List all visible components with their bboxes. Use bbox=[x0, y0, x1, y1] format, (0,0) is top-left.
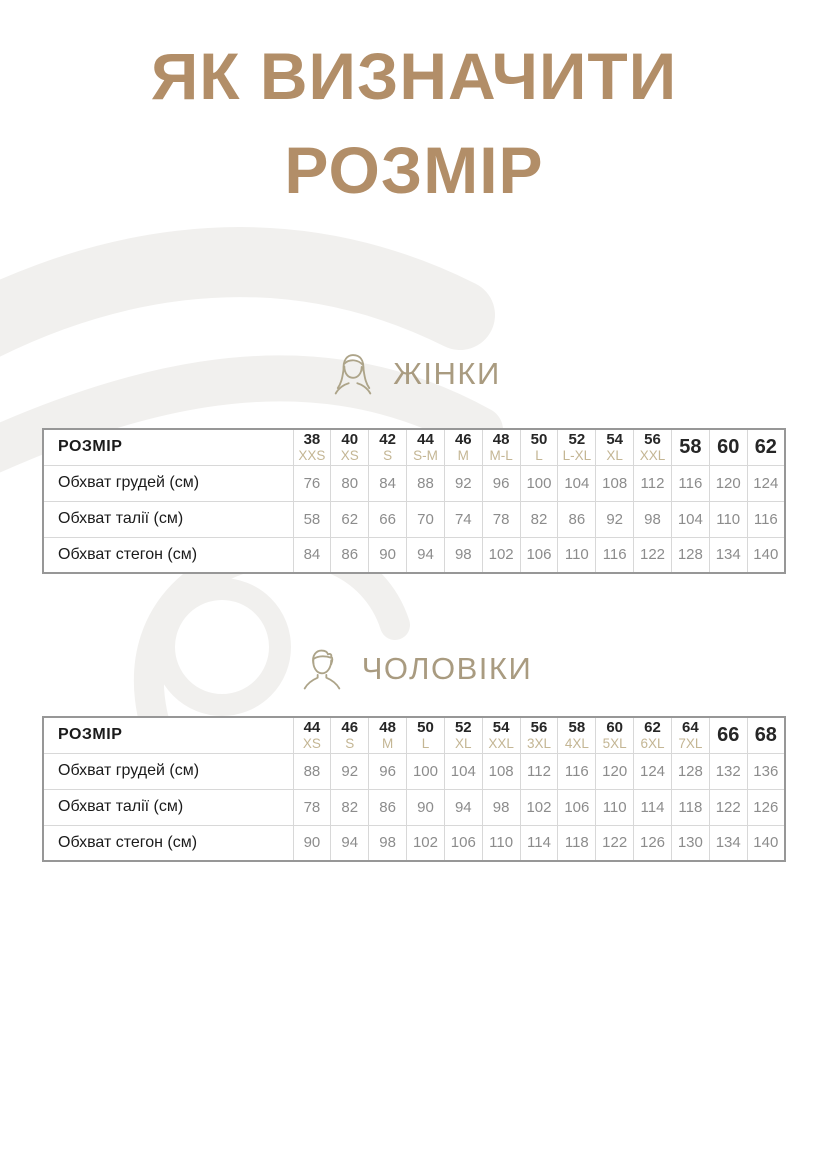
size-number: 50 bbox=[417, 718, 434, 736]
size-column-header bbox=[558, 429, 596, 465]
measurement-value: 102 bbox=[407, 825, 445, 861]
size-column-header bbox=[558, 717, 596, 753]
size-column-header bbox=[293, 429, 331, 465]
size-column-header bbox=[709, 717, 747, 753]
size-number: 38 bbox=[303, 430, 321, 448]
measurement-value: 80 bbox=[331, 465, 369, 501]
size-label-header: РОЗМІР bbox=[43, 429, 293, 465]
measurement-value: 120 bbox=[596, 753, 634, 789]
woman-icon bbox=[327, 348, 379, 400]
measurement-value: 110 bbox=[596, 789, 634, 825]
measurement-value: 78 bbox=[482, 501, 520, 537]
men-section-label: ЧОЛОВІКИ bbox=[361, 651, 533, 686]
size-number: 46 bbox=[341, 718, 359, 736]
size-letter: 6XL bbox=[640, 735, 665, 751]
page-title-line2: РОЗМІР bbox=[284, 132, 544, 207]
measurement-value: 92 bbox=[596, 501, 634, 537]
size-column-header bbox=[482, 429, 520, 465]
size-letter: S bbox=[383, 447, 393, 463]
measurement-value: 94 bbox=[407, 537, 445, 573]
measurement-label: Обхват стегон (см) bbox=[43, 537, 293, 573]
size-letter: 5XL bbox=[602, 735, 627, 751]
measurement-value: 94 bbox=[331, 825, 369, 861]
measurement-value: 118 bbox=[671, 789, 709, 825]
measurement-value: 98 bbox=[634, 501, 672, 537]
size-number: 48 bbox=[492, 430, 510, 448]
measurement-value: 82 bbox=[331, 789, 369, 825]
size-letter: S bbox=[345, 735, 355, 751]
size-column-header bbox=[331, 717, 369, 753]
size-number: 42 bbox=[379, 430, 396, 448]
measurement-value: 58 bbox=[293, 501, 331, 537]
measurement-value: 88 bbox=[407, 465, 445, 501]
measurement-value: 126 bbox=[747, 789, 785, 825]
size-column-header bbox=[293, 717, 331, 753]
measurement-value: 74 bbox=[444, 501, 482, 537]
size-letter: 3XL bbox=[526, 735, 551, 751]
measurement-value: 62 bbox=[331, 501, 369, 537]
measurement-value: 106 bbox=[444, 825, 482, 861]
size-column-header bbox=[369, 429, 407, 465]
size-number: 52 bbox=[454, 718, 472, 736]
size-letter: XXS bbox=[298, 447, 326, 463]
size-column-header bbox=[407, 429, 445, 465]
size-column-header bbox=[520, 717, 558, 753]
men-section-heading bbox=[0, 643, 828, 695]
size-column-header bbox=[407, 717, 445, 753]
measurement-value: 100 bbox=[407, 753, 445, 789]
women-section-heading bbox=[0, 348, 828, 400]
measurement-label: Обхват грудей (см) bbox=[43, 753, 293, 789]
measurement-value: 90 bbox=[407, 789, 445, 825]
measurement-value: 104 bbox=[671, 501, 709, 537]
size-letter: S-M bbox=[413, 447, 438, 463]
size-number: 40 bbox=[341, 430, 359, 448]
size-letter: XL bbox=[455, 735, 472, 751]
measurement-value: 126 bbox=[634, 825, 672, 861]
women-section-label: ЖІНКИ bbox=[393, 356, 501, 391]
measurement-value: 130 bbox=[671, 825, 709, 861]
measurement-value: 128 bbox=[671, 537, 709, 573]
size-number: 56 bbox=[644, 430, 661, 448]
measurement-value: 108 bbox=[482, 753, 520, 789]
measurement-row bbox=[43, 501, 785, 537]
measurement-value: 104 bbox=[558, 465, 596, 501]
measurement-value: 102 bbox=[482, 537, 520, 573]
measurement-value: 90 bbox=[293, 825, 331, 861]
size-column-header bbox=[709, 429, 747, 465]
size-column-header bbox=[444, 717, 482, 753]
measurement-value: 122 bbox=[596, 825, 634, 861]
measurement-value: 82 bbox=[520, 501, 558, 537]
size-number: 52 bbox=[568, 430, 586, 448]
measurement-value: 124 bbox=[634, 753, 672, 789]
measurement-value: 84 bbox=[369, 465, 407, 501]
size-number: 46 bbox=[454, 430, 472, 448]
size-column-header bbox=[634, 429, 672, 465]
size-column-header bbox=[596, 429, 634, 465]
size-number: 56 bbox=[530, 718, 548, 736]
measurement-value: 92 bbox=[331, 753, 369, 789]
measurement-value: 116 bbox=[671, 465, 709, 501]
size-letter: XS bbox=[302, 735, 321, 751]
page-title-line1: ЯК ВИЗНАЧИТИ bbox=[150, 39, 678, 113]
measurement-value: 98 bbox=[482, 789, 520, 825]
measurement-value: 132 bbox=[709, 753, 747, 789]
size-number: 64 bbox=[682, 718, 699, 736]
measurement-value: 134 bbox=[709, 825, 747, 861]
measurement-value: 94 bbox=[444, 789, 482, 825]
size-number: 54 bbox=[606, 430, 624, 448]
women-size-table bbox=[42, 428, 786, 574]
size-column-header bbox=[747, 429, 785, 465]
measurement-value: 108 bbox=[596, 465, 634, 501]
size-column-header bbox=[520, 429, 558, 465]
measurement-value: 114 bbox=[634, 789, 672, 825]
measurement-value: 92 bbox=[444, 465, 482, 501]
measurement-value: 116 bbox=[558, 753, 596, 789]
size-column-header bbox=[482, 717, 520, 753]
measurement-value: 122 bbox=[709, 789, 747, 825]
measurement-value: 98 bbox=[369, 825, 407, 861]
measurement-value: 102 bbox=[520, 789, 558, 825]
measurement-value: 112 bbox=[634, 465, 672, 501]
measurement-row bbox=[43, 789, 785, 825]
size-number: 62 bbox=[644, 718, 661, 736]
size-number: 58 bbox=[679, 436, 702, 459]
measurement-row bbox=[43, 537, 785, 573]
measurement-value: 104 bbox=[444, 753, 482, 789]
size-letter: L bbox=[421, 735, 430, 751]
measurement-value: 90 bbox=[369, 537, 407, 573]
measurement-value: 110 bbox=[482, 825, 520, 861]
size-number: 54 bbox=[492, 718, 510, 736]
measurement-value: 110 bbox=[558, 537, 596, 573]
size-table-header-row bbox=[43, 429, 785, 465]
measurement-row bbox=[43, 825, 785, 861]
size-letter: M bbox=[457, 447, 469, 463]
measurement-label: Обхват талії (см) bbox=[43, 501, 293, 537]
size-number: 62 bbox=[754, 436, 777, 459]
size-table-header-row bbox=[43, 717, 785, 753]
size-column-header bbox=[369, 717, 407, 753]
size-number: 44 bbox=[303, 718, 321, 736]
man-icon bbox=[296, 643, 348, 695]
measurement-value: 112 bbox=[520, 753, 558, 789]
measurement-value: 118 bbox=[558, 825, 596, 861]
size-number: 60 bbox=[717, 436, 740, 459]
measurement-row bbox=[43, 465, 785, 501]
size-letter: M-L bbox=[489, 447, 513, 463]
measurement-value: 86 bbox=[558, 501, 596, 537]
measurement-value: 96 bbox=[482, 465, 520, 501]
size-letter: XL bbox=[606, 447, 623, 463]
measurement-label: Обхват грудей (см) bbox=[43, 465, 293, 501]
measurement-value: 76 bbox=[293, 465, 331, 501]
measurement-value: 136 bbox=[747, 753, 785, 789]
size-number: 50 bbox=[530, 430, 548, 448]
size-label-header: РОЗМІР bbox=[43, 717, 293, 753]
measurement-value: 140 bbox=[747, 537, 785, 573]
measurement-value: 110 bbox=[709, 501, 747, 537]
measurement-value: 78 bbox=[293, 789, 331, 825]
measurement-value: 96 bbox=[369, 753, 407, 789]
size-column-header bbox=[331, 429, 369, 465]
size-letter: 4XL bbox=[564, 735, 589, 751]
size-number: 60 bbox=[606, 718, 624, 736]
measurement-value: 120 bbox=[709, 465, 747, 501]
measurement-value: 70 bbox=[407, 501, 445, 537]
size-column-header bbox=[747, 717, 785, 753]
measurement-value: 114 bbox=[520, 825, 558, 861]
size-letter: M bbox=[381, 735, 394, 751]
size-letter: L bbox=[535, 447, 543, 463]
size-letter: 7XL bbox=[678, 735, 703, 751]
measurement-value: 88 bbox=[293, 753, 331, 789]
measurement-label: Обхват стегон (см) bbox=[43, 825, 293, 861]
measurement-value: 106 bbox=[520, 537, 558, 573]
measurement-value: 128 bbox=[671, 753, 709, 789]
size-number: 48 bbox=[379, 718, 396, 736]
size-letter: XS bbox=[340, 447, 359, 463]
measurement-value: 86 bbox=[369, 789, 407, 825]
size-column-header bbox=[671, 429, 709, 465]
size-column-header bbox=[671, 717, 709, 753]
measurement-label: Обхват талії (см) bbox=[43, 789, 293, 825]
men-size-table bbox=[42, 716, 786, 862]
size-column-header bbox=[596, 717, 634, 753]
size-column-header bbox=[634, 717, 672, 753]
measurement-value: 98 bbox=[444, 537, 482, 573]
measurement-value: 122 bbox=[634, 537, 672, 573]
measurement-value: 84 bbox=[293, 537, 331, 573]
size-letter: XXL bbox=[488, 735, 514, 751]
measurement-value: 134 bbox=[709, 537, 747, 573]
size-number: 44 bbox=[417, 430, 434, 448]
measurement-value: 124 bbox=[747, 465, 785, 501]
size-number: 68 bbox=[754, 724, 777, 747]
measurement-value: 116 bbox=[596, 537, 634, 573]
size-number: 58 bbox=[568, 718, 586, 736]
size-letter: L-XL bbox=[562, 447, 592, 463]
measurement-row bbox=[43, 753, 785, 789]
measurement-value: 66 bbox=[369, 501, 407, 537]
measurement-value: 106 bbox=[558, 789, 596, 825]
measurement-value: 140 bbox=[747, 825, 785, 861]
size-letter: XXL bbox=[639, 447, 666, 463]
page-title bbox=[0, 30, 828, 217]
measurement-value: 100 bbox=[520, 465, 558, 501]
size-column-header bbox=[444, 429, 482, 465]
measurement-value: 116 bbox=[747, 501, 785, 537]
measurement-value: 86 bbox=[331, 537, 369, 573]
size-number: 66 bbox=[717, 724, 740, 747]
